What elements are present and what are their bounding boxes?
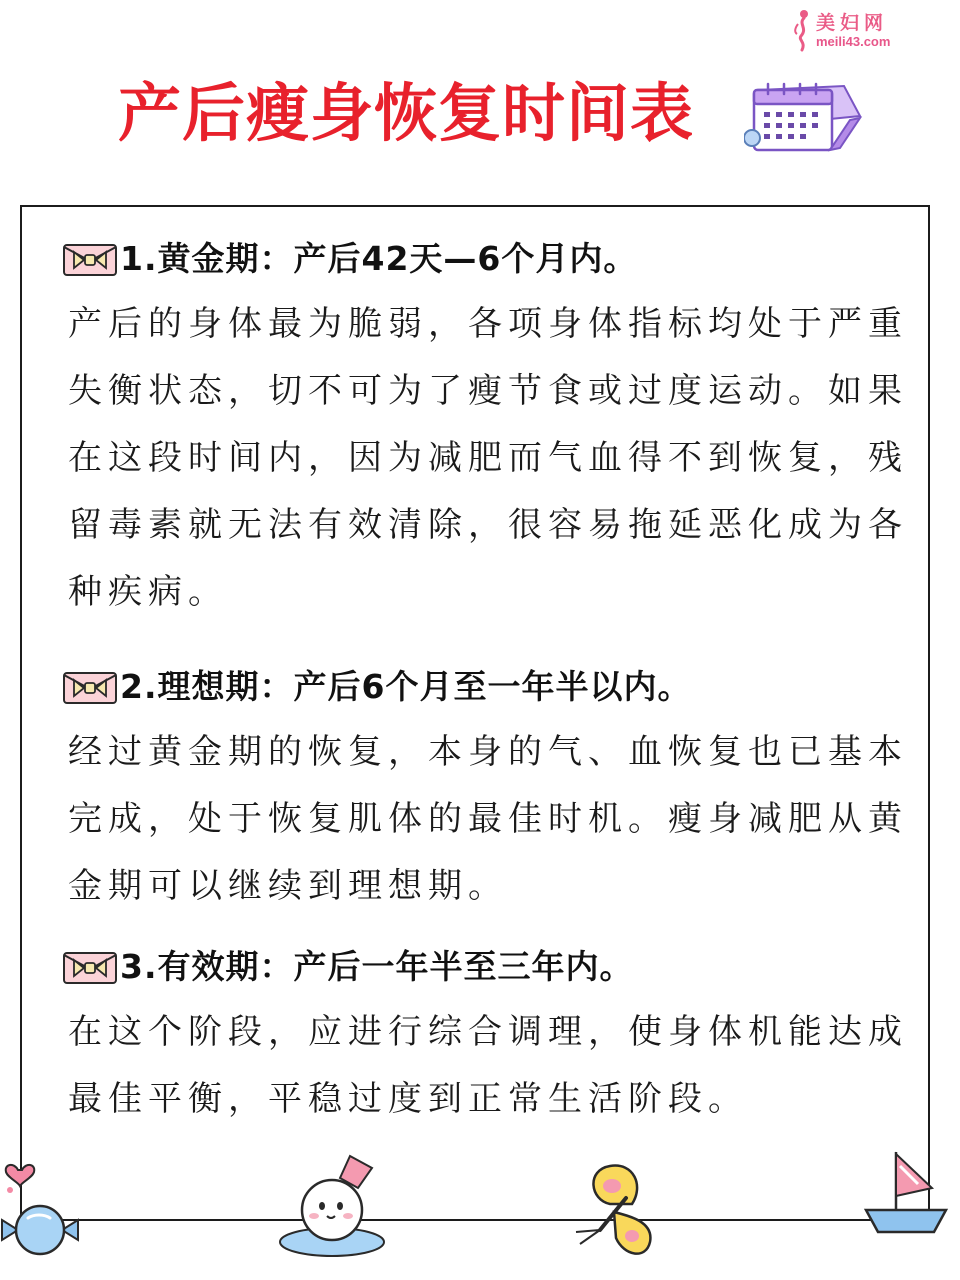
envelope-bow-icon bbox=[62, 671, 118, 705]
logo-url: meili43.com bbox=[816, 34, 891, 49]
section-header bbox=[62, 939, 912, 995]
butterfly-icon bbox=[570, 1160, 670, 1264]
section-body: 在这个阶段，应进行综合调理，使身体机能达成最佳平衡，平稳过度到正常生活阶段。 bbox=[68, 1012, 908, 1119]
section-body: 经过黄金期的恢复，本身的气、血恢复也已基本完成，处于恢复肌体的最佳时机。瘦身减肥从黄金期可以继续到理想期。 bbox=[68, 732, 908, 906]
site-logo bbox=[792, 8, 912, 52]
envelope-bow-icon bbox=[62, 951, 118, 985]
section-title: 2.理想期：产后6个月至一年半以内。 bbox=[120, 667, 692, 706]
logo-figure-icon bbox=[792, 8, 814, 52]
section-golden-period bbox=[62, 231, 912, 626]
page-title: 产后瘦身恢复时间表 bbox=[118, 77, 694, 150]
page-header bbox=[0, 72, 960, 156]
calendar-icon bbox=[744, 76, 864, 156]
envelope-bow-icon bbox=[62, 243, 118, 277]
heart-icon bbox=[6, 1165, 35, 1186]
section-effective-period bbox=[62, 939, 912, 1133]
candy-icon bbox=[0, 1160, 90, 1270]
section-title: 1.黄金期：产后42天—6个月内。 bbox=[120, 239, 638, 278]
snowman-icon bbox=[278, 1150, 398, 1262]
sailboat-icon bbox=[860, 1148, 952, 1240]
section-header bbox=[62, 659, 912, 715]
section-ideal-period bbox=[62, 659, 912, 920]
section-header bbox=[62, 231, 912, 287]
section-body: 产后的身体最为脆弱，各项身体指标均处于严重失衡状态，切不可为了瘦节食或过度运动。如果在这段时间内，因为减肥而气血得不到恢复，残留毒素就无法有效清除，很容易拖延恶化成为各种疾病。 bbox=[68, 304, 908, 612]
logo-name: 美妇网 bbox=[816, 12, 889, 34]
section-title: 3.有效期：产后一年半至三年内。 bbox=[120, 947, 634, 986]
